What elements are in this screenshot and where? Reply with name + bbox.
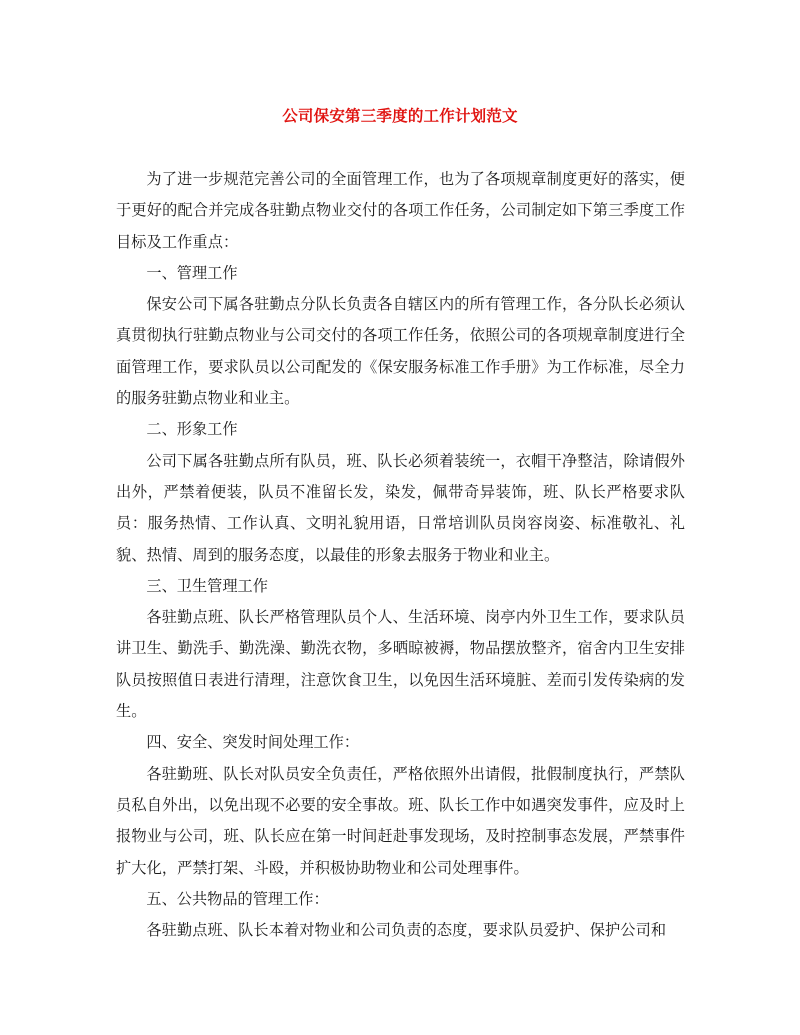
section-body-image: 公司下属各驻勤点所有队员，班、队长必须着装统一，衣帽干净整洁，除请假外出外，严禁着便装，队员不准留长发，染发，佩带奇异装饰，班、队长严格要求队员：服务热情、工作认真、文明礼貌用语，日常培训队员岗容岗姿、标准敬礼、礼貌、热情、周到的服务态度，以最佳的形象去服务于物业和业主。 [116,451,685,564]
section-heading-safety: 四、安全、突发时间处理工作： [146,733,360,752]
intro-paragraph: 为了进一步规范完善公司的全面管理工作，也为了各项规章制度更好的落实，便于更好的配合并完成各驻勤点物业交付的各项工作任务，公司制定如下第三季度工作目标及工作重点： [116,170,685,251]
section-heading-hygiene: 三、卫生管理工作 [146,576,268,595]
section-body-management: 保安公司下属各驻勤点分队长负责各自辖区内的所有管理工作，各分队长必须认真贯彻执行驻勤点物业与公司交付的各项工作任务，依照公司的各项规章制度进行全面管理工作，要求队员以公司配发的《保安服务标准工作手册》为工作标准，尽全力的服务驻勤点物业和业主。 [116,295,685,408]
section-heading-public-goods: 五、公共物品的管理工作： [146,889,329,908]
section-body-public-goods: 各驻勤点班、队长本着对物业和公司负责的态度，要求队员爱护、保护公司和 [146,921,667,940]
document-title: 公司保安第三季度的工作计划范文 [282,106,518,125]
section-heading-image: 二、形象工作 [146,420,238,439]
document-body [116,164,685,946]
section-heading-management: 一、管理工作 [146,263,238,282]
section-body-hygiene: 各驻勤点班、队长严格管理队员个人、生活环境、岗亭内外卫生工作，要求队员讲卫生、勤洗手、勤洗澡、勤洗衣物，多晒晾被褥，物品摆放整齐，宿舍内卫生安排队员按照值日表进行清理，注意饮食卫生，以免因生活环境脏、差而引发传染病的发生。 [116,608,685,721]
section-body-safety: 各驻勤班、队长对队员安全负责任，严格依照外出请假，批假制度执行，严禁队员私自外出，以免出现不必要的安全事故。班、队长工作中如遇突发事件，应及时上报物业与公司，班、队长应在第一时间赶赴事发现场，及时控制事态发展，严禁事件扩大化，严禁打架、斗殴，并积极协助物业和公司处理事件。 [116,764,685,877]
